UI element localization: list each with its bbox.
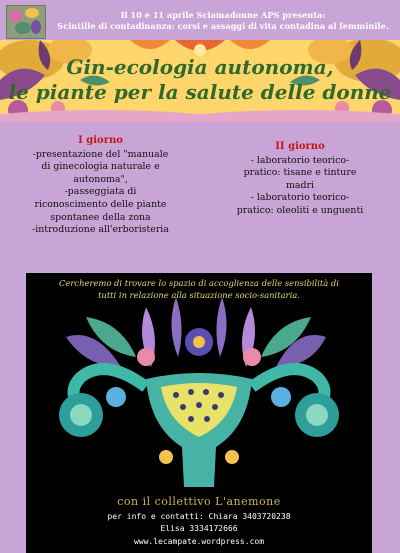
day-1-line: spontanee della zona: [50, 211, 151, 223]
day-1-line: -presentazione del "manuale: [32, 148, 169, 160]
day-1-heading: I giorno: [78, 135, 123, 146]
day-2-line: pratico: tisane e tinture: [243, 167, 357, 179]
contact-line-2: Elisa 3334172666: [160, 524, 238, 533]
day-1-column: [28, 135, 173, 237]
title-line-1: Gin-ecologia autonoma,: [66, 55, 334, 79]
header-bar: [0, 0, 400, 42]
note-line-2: tutti in relazione alla situazione socio-sanitaria.: [98, 289, 300, 300]
flower-top: [185, 328, 213, 356]
day-2-column: [225, 141, 375, 218]
day-1-line: riconoscimento delle piante: [34, 198, 167, 210]
page-title: [0, 55, 400, 105]
day-2-line: - laboratorio teorico-: [250, 154, 350, 166]
day-1-line: -passeggiata di: [64, 186, 137, 198]
day-1-line: autonoma",: [73, 173, 128, 185]
day-2-line: madri: [286, 179, 314, 191]
day-2-line: - laboratorio teorico-: [250, 192, 350, 204]
intro-line-1: Il 10 e 11 aprile Sciamadonne APS presenta:: [120, 10, 326, 20]
intro-line-2: Scintille di contadinanza: corsi e assaggi di vita contadina al femminile.: [57, 21, 389, 31]
uterus-flowers-illustration: [26, 297, 372, 497]
collective-name: con il collettivo L'anemone: [117, 495, 281, 508]
day-2-heading: II giorno: [275, 141, 325, 152]
title-line-2: le piante per la salute delle donne: [8, 80, 392, 104]
intro-text: [48, 10, 398, 32]
day-1-line: -introduzione all'erboristeria: [32, 224, 169, 236]
note-line-1: Cercheremo di trovare lo spazio di accoglienza delle sensibilità di: [59, 278, 339, 288]
day-2-line: pratico: oleoliti e unguenti: [236, 204, 364, 216]
day-1-line: di ginecologia naturale e: [41, 161, 160, 173]
website-link[interactable]: www.lecampate.wordpress.com: [133, 537, 265, 546]
illustration-panel: [26, 273, 372, 553]
contact-line-1: per info e contatti: Chiara 3403720238: [107, 512, 291, 521]
program-columns: [0, 133, 400, 273]
logo-image: [6, 5, 46, 39]
